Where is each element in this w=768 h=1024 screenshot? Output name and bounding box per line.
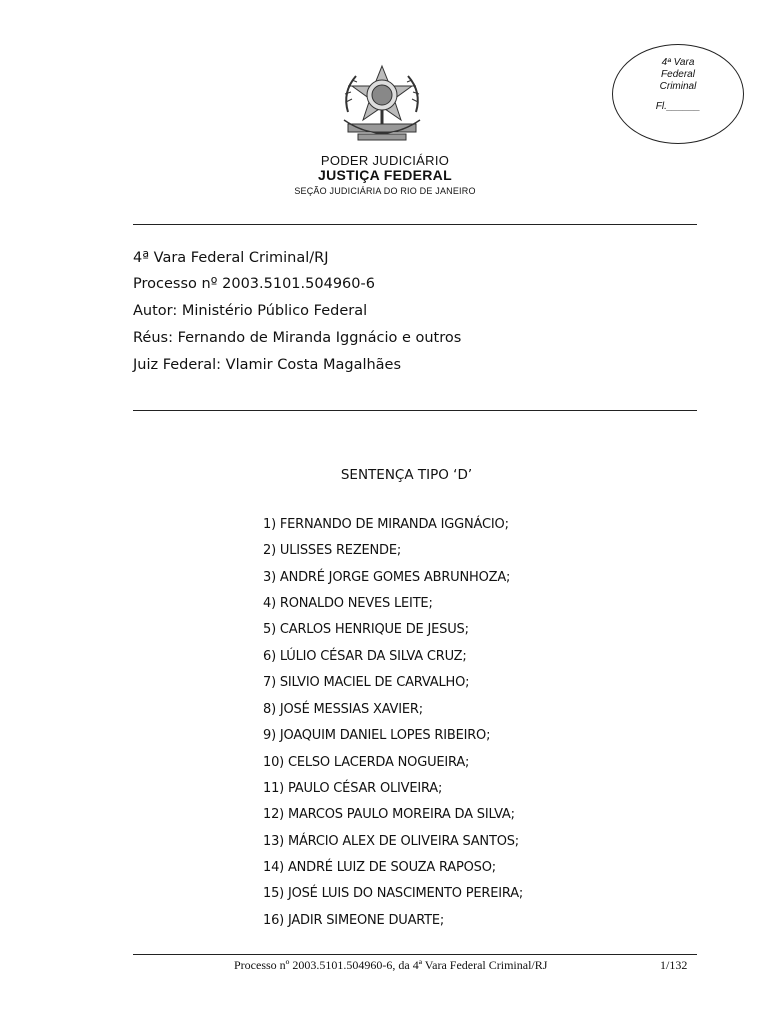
page-stamp xyxy=(612,44,744,144)
court-name: 4ª Vara Federal Criminal/RJ xyxy=(133,250,329,266)
defendants-summary: Réus: Fernando de Miranda Iggnácio e outros xyxy=(133,330,462,346)
divider-top xyxy=(133,224,697,225)
stamp-folio: Fl.______ xyxy=(655,101,701,112)
divider-middle xyxy=(133,410,697,411)
list-item: 12) MARCOS PAULO MOREIRA DA SILVA; xyxy=(263,807,515,822)
footer-divider xyxy=(133,954,697,955)
list-item: 2) ULISSES REZENDE; xyxy=(263,543,402,558)
list-item: 15) JOSÉ LUIS DO NASCIMENTO PEREIRA; xyxy=(263,886,524,901)
list-item: 9) JOAQUIM DANIEL LOPES RIBEIRO; xyxy=(263,728,491,743)
list-item: 10) CELSO LACERDA NOGUEIRA; xyxy=(263,755,470,770)
footer-text: Processo nº 2003.5101.504960-6, da 4ª Vara Federal Criminal/RJ xyxy=(234,958,548,972)
stamp-line-1: 4ª Vara xyxy=(661,57,695,68)
page-number: 1/132 xyxy=(660,958,688,972)
coat-of-arms-icon xyxy=(334,62,430,148)
list-item: 13) MÁRCIO ALEX DE OLIVEIRA SANTOS; xyxy=(263,834,519,849)
author: Autor: Ministério Público Federal xyxy=(133,303,368,319)
list-item: 1) FERNANDO DE MIRANDA IGGNÁCIO; xyxy=(263,517,509,532)
list-item: 14) ANDRÉ LUIZ DE SOUZA RAPOSO; xyxy=(263,860,496,875)
stamp-line-3: Criminal xyxy=(659,81,697,92)
judge: Juiz Federal: Vlamir Costa Magalhães xyxy=(133,357,402,373)
list-item: 11) PAULO CÉSAR OLIVEIRA; xyxy=(263,781,443,796)
org-line-3: SEÇÃO JUDICIÁRIA DO RIO DE JANEIRO xyxy=(294,186,476,196)
process-number: Processo nº 2003.5101.504960-6 xyxy=(133,276,375,292)
list-item: 5) CARLOS HENRIQUE DE JESUS; xyxy=(263,622,469,637)
list-item: 8) JOSÉ MESSIAS XAVIER; xyxy=(263,702,423,717)
list-item: 7) SILVIO MACIEL DE CARVALHO; xyxy=(263,675,470,690)
stamp-line-2: Federal xyxy=(661,69,695,80)
list-item: 4) RONALDO NEVES LEITE; xyxy=(263,596,433,611)
org-line-1: PODER JUDICIÁRIO xyxy=(320,153,450,168)
sentence-title: SENTENÇA TIPO ‘D’ xyxy=(340,467,473,483)
org-line-2: JUSTIÇA FEDERAL xyxy=(318,167,452,183)
list-item: 3) ANDRÉ JORGE GOMES ABRUNHOZA; xyxy=(263,570,511,585)
list-item: 6) LÚLIO CÉSAR DA SILVA CRUZ; xyxy=(263,649,467,664)
list-item: 16) JADIR SIMEONE DUARTE; xyxy=(263,913,445,928)
